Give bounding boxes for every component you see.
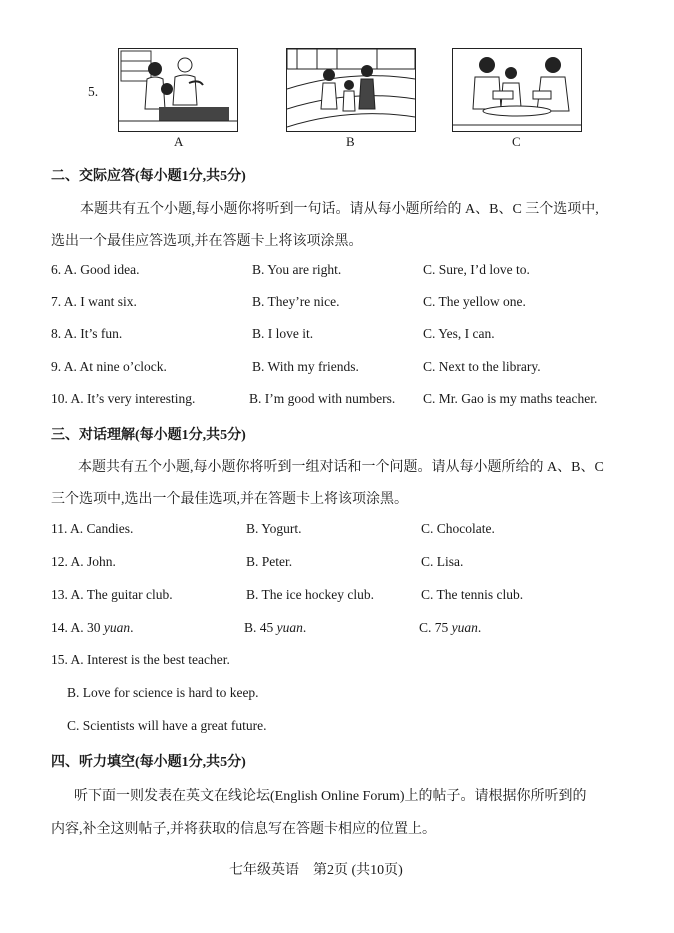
section4-instruction-line1: 听下面一则发表在英文在线论坛(English Online Forum)上的帖子。请根据你所听到的 xyxy=(74,789,587,804)
section4-instruction-line2: 内容,补全这则帖子,并将获取的信息写在答题卡相应的位置上。 xyxy=(51,822,436,837)
section2-instruction-line2: 选出一个最佳应答选项,并在答题卡上将该项涂黑。 xyxy=(51,234,363,249)
q14-option-a: 14. A. 30 yuan. xyxy=(51,620,134,635)
family-walking-on-track-picture xyxy=(286,48,416,132)
q14-option-b: B. 45 yuan. xyxy=(244,620,307,635)
q8-option-b: B. I love it. xyxy=(252,326,314,341)
q13-option-a: 13. A. The guitar club. xyxy=(51,587,173,602)
q9-option-b: B. With my friends. xyxy=(252,359,359,374)
q10-option-c: C. Mr. Gao is my maths teacher. xyxy=(423,391,598,406)
section2-instruction-line1: 本题共有五个小题,每小题你将听到一句话。请从每小题所给的 A、B、C 三个选项中, xyxy=(80,202,599,217)
section3-instruction-line2: 三个选项中,选出一个最佳选项,并在答题卡上将该项涂黑。 xyxy=(51,492,408,507)
family-reading-books-picture xyxy=(452,48,582,132)
family-washing-dishes-picture xyxy=(118,48,238,132)
q13-option-b: B. The ice hockey club. xyxy=(246,587,374,602)
q7-option-a: 7. A. I want six. xyxy=(51,294,137,309)
q15-option-c: C. Scientists will have a great future. xyxy=(67,718,267,733)
q5-option-a-label: A xyxy=(174,134,184,149)
q6-option-c: C. Sure, I’d love to. xyxy=(423,262,530,277)
q7-option-b: B. They’re nice. xyxy=(252,294,340,309)
q10-option-a: 10. A. It’s very interesting. xyxy=(51,391,196,406)
q14-option-c: C. 75 yuan. xyxy=(419,620,482,635)
q6-option-a: 6. A. Good idea. xyxy=(51,262,140,277)
q6-option-b: B. You are right. xyxy=(252,262,342,277)
section4-heading: 四、听力填空(每小题1分,共5分) xyxy=(51,755,246,770)
q12-option-b: B. Peter. xyxy=(246,554,293,569)
section3-instruction-line1: 本题共有五个小题,每小题你将听到一组对话和一个问题。请从每小题所给的 A、B、C xyxy=(78,460,604,475)
q5-option-c-label: C xyxy=(512,134,521,149)
q10-option-b: B. I’m good with numbers. xyxy=(249,391,396,406)
q8-option-a: 8. A. It’s fun. xyxy=(51,326,123,341)
page-footer: 七年级英语 第2页 (共10页) xyxy=(229,863,403,878)
q11-option-b: B. Yogurt. xyxy=(246,521,302,536)
q7-option-c: C. The yellow one. xyxy=(423,294,526,309)
q13-option-c: C. The tennis club. xyxy=(421,587,524,602)
q5-option-b-label: B xyxy=(346,134,355,149)
q9-option-c: C. Next to the library. xyxy=(423,359,541,374)
q15-option-a: 15. A. Interest is the best teacher. xyxy=(51,652,230,667)
q15-option-b: B. Love for science is hard to keep. xyxy=(67,685,259,700)
q5-number: 5. xyxy=(88,84,99,99)
q11-option-a: 11. A. Candies. xyxy=(51,521,134,536)
section2-heading: 二、交际应答(每小题1分,共5分) xyxy=(51,169,246,184)
q11-option-c: C. Chocolate. xyxy=(421,521,495,536)
q12-option-c: C. Lisa. xyxy=(421,554,464,569)
q8-option-c: C. Yes, I can. xyxy=(423,326,495,341)
q12-option-a: 12. A. John. xyxy=(51,554,116,569)
section3-heading: 三、对话理解(每小题1分,共5分) xyxy=(51,428,246,443)
q9-option-a: 9. A. At nine o’clock. xyxy=(51,359,167,374)
